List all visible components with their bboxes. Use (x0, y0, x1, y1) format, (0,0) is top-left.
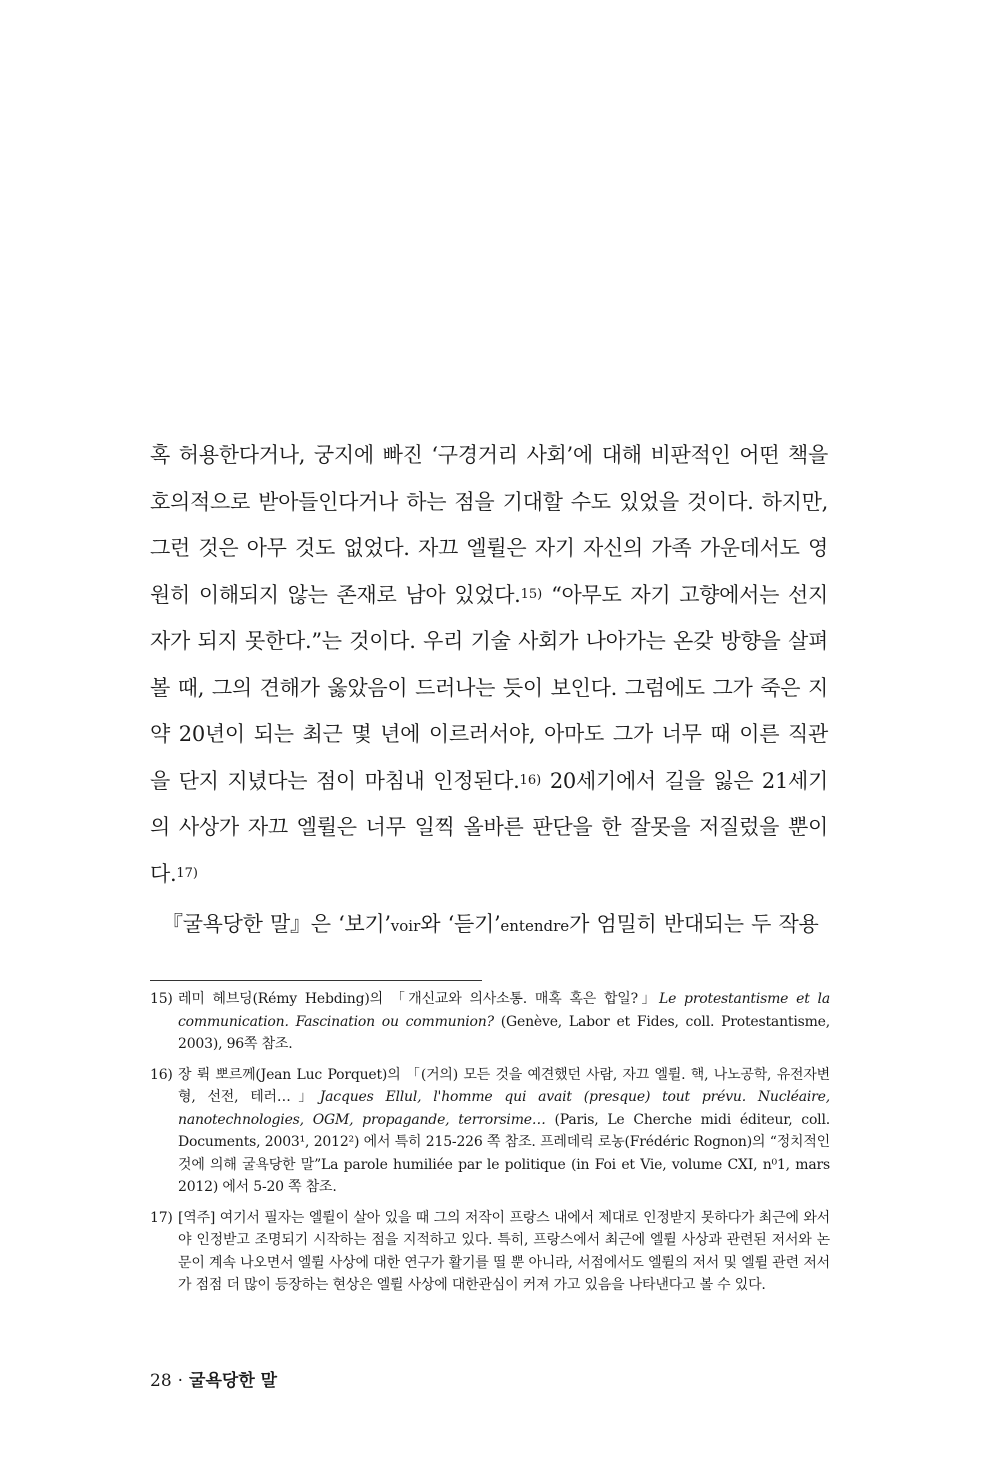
footnote-text-main: 레미 헤브딩(Rémy Hebding)의 「개신교와 의사소통. 매혹 혹은 합일?」 (178, 991, 659, 1007)
footnote-15 (150, 988, 830, 1056)
footnote-ref-16: 16) (519, 772, 542, 788)
footnote-text-tail: (Genève, Labor et Fides, coll. Protestantisme, 2003), 96쪽 참조. (178, 1013, 830, 1052)
footnote-17 (150, 1207, 830, 1297)
paragraph-1-part-b: “아무도 자기 고향에서는 선지자가 되지 못한다.”는 것이다. 우리 기술 사회가 나아가는 온갖 방향을 살펴볼 때, 그의 견해가 옳았음이 드러나는 듯이 보인다. 그럼에도 그가 죽은 지 약 20년이 되는 최근 몇 년에 이르러서야, 아마도 그가 너무 때 이른 직관을 단지 지녔다는 점이 마침내 인정된다. (150, 582, 828, 793)
running-book-title: 굴욕당한 말 (189, 1371, 278, 1391)
page-number: 28 (150, 1371, 172, 1391)
footnote-ref-15: 15) (520, 586, 543, 602)
term-voir: voir (390, 917, 421, 935)
footnote-16 (150, 1064, 830, 1199)
footnote-number: 15) (150, 991, 173, 1007)
paragraph-1-part-c: 20세기에서 길을 잃은 21세기의 사상가 자끄 엘륄은 너무 일찍 올바른 판단을 한 잘못을 저질렀을 뿐이다. (150, 768, 828, 886)
footnote-text (178, 1207, 830, 1297)
footnote-ref-17: 17) (176, 865, 198, 881)
paragraph-2-part-a: 『굴욕당한 말』은 ‘보기’ (162, 912, 391, 936)
footnote-text-main: [역주] 여기서 필자는 엘륄이 살아 있을 때 그의 저작이 프랑스 내에서 제대로 인정받지 못하다가 최근에 와서야 인정받고 조명되기 시작하는 점을 지적하고 있다. 특히, 프랑스에서 최근에 엘륄 사상과 관련된 저서와 논문이 계속 나오면서 엘륄 사상에 대한 연구가 활기를 띨 뿐 아니라, 서점에서도 엘륄의 저서 및 엘륄 관련 저서가 점점 더 많이 등장하는 현상은 엘륄 사상에 대한관심이 커져 가고 있음을 나타낸다고 볼 수 있다. (178, 1209, 830, 1293)
footnote-italic-title: Le protestantisme et la communication. Fascination ou communion? (178, 991, 830, 1030)
footnote-number: 17) (150, 1209, 173, 1226)
footnote-divider (150, 980, 482, 981)
main-text (150, 432, 828, 950)
footnotes (150, 988, 830, 1305)
footer-separator: · (177, 1371, 184, 1391)
paragraph-2-part-c: 가 엄밀히 반대되는 두 작용 (569, 912, 819, 936)
term-entendre: entendre (500, 917, 570, 935)
paragraph-2-part-b: 와 ‘듣기’ (420, 912, 501, 936)
footnote-italic-title: Jacques Ellul, l'homme qui avait (presque) tout prévu. Nucléaire, nanotechnologies, OGM, propagande, terrorsime… (178, 1089, 830, 1128)
footnote-number: 16) (150, 1066, 173, 1083)
paragraph-2 (150, 901, 828, 950)
footnote-text-main: 장 뤽 뽀르께(Jean Luc Porquet)의 「(거의) 모든 것을 예견했던 사람, 자끄 엘륄. 핵, 나노공학, 유전자변형, 선전, 테러…」 (178, 1066, 830, 1105)
paragraph-1-part-a: 혹 허용한다거나, 궁지에 빠진 ‘구경거리 사회’에 대해 비판적인 어떤 책을 호의적으로 받아들인다거나 하는 점을 기대할 수도 있었을 것이다. 하지만, 그런 것은 아무 것도 없었다. 자끄 엘륄은 자기 자신의 가족 가운데서도 영원히 이해되지 않는 존재로 남아 있었다. (150, 443, 828, 607)
footnote-text (178, 1064, 830, 1199)
page-footer (150, 1366, 277, 1391)
paragraph-1 (150, 432, 828, 897)
footnote-text (178, 988, 830, 1056)
footnote-text-tail: (Paris, Le Cherche midi éditeur, coll. Documents, 2003¹, 2012²) 에서 특히 215-226 쪽 참조. 프레데릭 로농(Frédéric Rognon)의 “정치적인 것에 의해 굴욕당한 말”La parole humiliée par le politique (in Foi et Vie, volume CXI, n⁰1, mars 2012) 에서 5-20 쪽 참조. (178, 1111, 830, 1195)
